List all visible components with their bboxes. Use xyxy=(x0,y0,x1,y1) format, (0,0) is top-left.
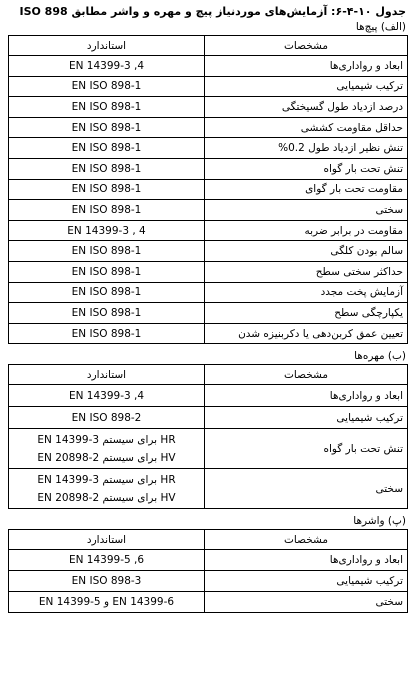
property-cell: ابعاد و رواداری‌ها xyxy=(205,385,408,407)
standard-cell xyxy=(9,407,205,429)
property-cell: سختی xyxy=(205,200,408,221)
header-standard: استاندارد xyxy=(9,36,205,56)
standard-line: EN 14399-3 ,4 xyxy=(68,389,145,402)
table-row xyxy=(9,56,408,77)
standard-cell xyxy=(9,385,205,407)
property-cell: سختی xyxy=(205,469,408,509)
table-row xyxy=(9,158,408,179)
standard-cell: EN ISO 898-1 xyxy=(9,138,205,159)
standard-cell: EN ISO 898-1 xyxy=(9,282,205,303)
table-row xyxy=(9,220,408,241)
table-row xyxy=(9,138,408,159)
standard-cell: EN ISO 898-1 xyxy=(9,179,205,200)
property-cell: سختی xyxy=(205,592,408,613)
property-cell: ترکیب شیمیایی xyxy=(205,571,408,592)
standard-cell: EN 14399-5 و EN 14399-6 xyxy=(9,592,205,613)
property-cell: تنش نظیر ازدیاد طول 0.2% xyxy=(205,138,408,159)
table-row xyxy=(9,282,408,303)
property-cell: ابعاد و رواداری‌ها xyxy=(205,56,408,77)
property-cell: حداقل مقاومت کششی xyxy=(205,117,408,138)
table-row xyxy=(9,97,408,118)
table-title: جدول ۱۰-۴-۶: آزمایش‌های موردنیاز پیچ و مهره و واشر مطابق ISO 898 xyxy=(19,5,406,18)
table-row xyxy=(9,303,408,324)
property-cell: ابعاد و رواداری‌ها xyxy=(205,550,408,571)
standard-cell: EN ISO 898-3 xyxy=(9,571,205,592)
table-row xyxy=(9,592,408,613)
table-row xyxy=(9,323,408,344)
table-row xyxy=(9,76,408,97)
standard-cell: EN ISO 898-1 xyxy=(9,303,205,324)
header-standard: استاندارد xyxy=(9,530,205,550)
standard-cell: EN 14399-3 ,4 xyxy=(9,56,205,77)
standard-line: EN 14399-3 برای سیستم HR xyxy=(37,433,176,446)
property-cell: سالم بودن کلگی xyxy=(205,241,408,262)
nuts-table xyxy=(8,364,408,509)
table-header-row xyxy=(9,365,408,385)
standard-cell: EN ISO 898-1 xyxy=(9,323,205,344)
standard-cell: EN ISO 898-1 xyxy=(9,200,205,221)
standard-line: EN ISO 898-2 xyxy=(71,411,142,424)
property-cell: حداکثر سختی سطح xyxy=(205,261,408,282)
property-cell: درصد ازدیاد طول گسیختگی xyxy=(205,97,408,118)
table-row xyxy=(9,429,408,469)
property-cell: ترکیب شیمیایی xyxy=(205,76,408,97)
table-row xyxy=(9,550,408,571)
header-property: مشخصات xyxy=(205,36,408,56)
standard-cell: EN ISO 898-1 xyxy=(9,97,205,118)
property-cell: تنش تحت بار گواه xyxy=(205,429,408,469)
table-row xyxy=(9,469,408,509)
table-header-row xyxy=(9,36,408,56)
table-row xyxy=(9,571,408,592)
table-row xyxy=(9,407,408,429)
table-header-row xyxy=(9,530,408,550)
section-title-bolts: (الف) پیچ‌ها xyxy=(355,21,406,33)
standard-cell xyxy=(9,429,205,469)
bolts-table xyxy=(8,35,408,344)
washers-table xyxy=(8,529,408,613)
section-title-nuts: (ب) مهره‌ها xyxy=(354,350,406,363)
standard-line: EN 20898-2 برای سیستم HV xyxy=(37,491,176,504)
property-cell: آزمایش پخت مجدد xyxy=(205,282,408,303)
table-row xyxy=(9,261,408,282)
property-cell: تعیین عمق کربن‌دهی یا دکربنیزه شدن xyxy=(205,323,408,344)
header-standard: استاندارد xyxy=(9,365,205,385)
standard-cell xyxy=(9,469,205,509)
property-cell: مقاومت تحت بار گوای xyxy=(205,179,408,200)
table-row xyxy=(9,200,408,221)
property-cell: تنش تحت بار گواه xyxy=(205,158,408,179)
standard-line: EN 14399-3 برای سیستم HR xyxy=(37,473,176,486)
section-title-washers: (پ) واشرها xyxy=(353,515,406,528)
standard-cell: EN ISO 898-1 xyxy=(9,241,205,262)
standard-cell: EN 14399-3 , 4 xyxy=(9,220,205,241)
standard-line: EN 20898-2 برای سیستم HV xyxy=(37,451,176,464)
property-cell: ترکیب شیمیایی xyxy=(205,407,408,429)
standard-cell: EN ISO 898-1 xyxy=(9,117,205,138)
standard-cell: EN 14399-5 ,6 xyxy=(9,550,205,571)
table-row xyxy=(9,179,408,200)
standard-cell: EN ISO 898-1 xyxy=(9,76,205,97)
header-property: مشخصات xyxy=(205,530,408,550)
table-row xyxy=(9,241,408,262)
standard-cell: EN ISO 898-1 xyxy=(9,158,205,179)
header-property: مشخصات xyxy=(205,365,408,385)
table-row xyxy=(9,385,408,407)
property-cell: یکپارچگی سطح xyxy=(205,303,408,324)
standard-cell: EN ISO 898-1 xyxy=(9,261,205,282)
property-cell: مقاومت در برابر ضربه xyxy=(205,220,408,241)
table-row xyxy=(9,117,408,138)
